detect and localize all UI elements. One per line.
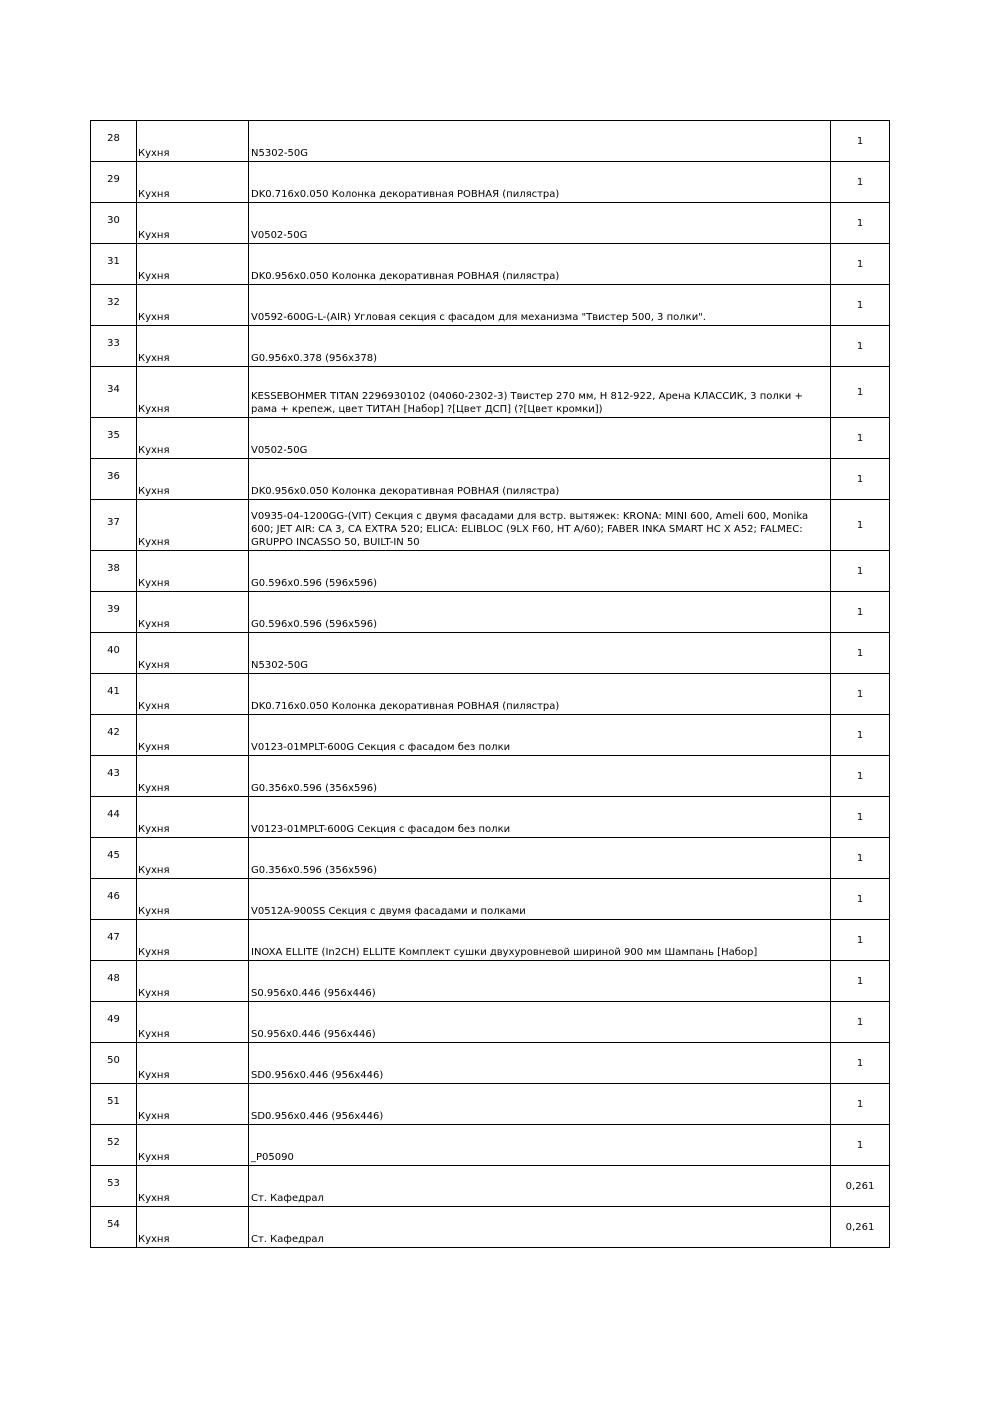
row-room: Кухня: [137, 1002, 249, 1043]
row-room: Кухня: [137, 244, 249, 285]
row-number: 43: [91, 756, 137, 797]
row-room: Кухня: [137, 459, 249, 500]
row-item-name: G0.356x0.596 (356x596): [249, 756, 831, 797]
row-quantity: 1: [831, 500, 890, 551]
row-item-name: _P05090: [249, 1125, 831, 1166]
row-quantity: 1: [831, 674, 890, 715]
row-number: 48: [91, 961, 137, 1002]
row-item-name: G0.596x0.596 (596x596): [249, 551, 831, 592]
row-item-name: KESSEBOHMER TITAN 2296930102 (04060-2302-3) Твистер 270 мм, H 812-922, Арена КЛАССИК, 3 полки + рама + крепеж, цвет ТИТАН [Набор] ?[Цвет ДСП] (?[Цвет кромки]): [249, 367, 831, 418]
table-row: [91, 500, 890, 551]
row-room: Кухня: [137, 162, 249, 203]
row-room: Кухня: [137, 418, 249, 459]
row-item-name: G0.596x0.596 (596x596): [249, 592, 831, 633]
row-number: 49: [91, 1002, 137, 1043]
row-quantity: 1: [831, 797, 890, 838]
row-item-name: V0512A-900SS Секция с двумя фасадами и полками: [249, 879, 831, 920]
row-item-name: G0.356x0.596 (356x596): [249, 838, 831, 879]
row-quantity: 1: [831, 756, 890, 797]
row-room: Кухня: [137, 500, 249, 551]
row-room: Кухня: [137, 367, 249, 418]
row-number: 34: [91, 367, 137, 418]
row-item-name: G0.956x0.378 (956x378): [249, 326, 831, 367]
table-row: [91, 1084, 890, 1125]
row-quantity: 1: [831, 1043, 890, 1084]
row-quantity: 1: [831, 162, 890, 203]
row-room: Кухня: [137, 674, 249, 715]
row-item-name: N5302-50G: [249, 633, 831, 674]
row-quantity: 1: [831, 961, 890, 1002]
row-room: Кухня: [137, 1207, 249, 1248]
row-item-name: DK0.956x0.050 Колонка декоративная РОВНАЯ (пилястра): [249, 459, 831, 500]
row-room: Кухня: [137, 715, 249, 756]
row-quantity: 1: [831, 418, 890, 459]
table-row: [91, 121, 890, 162]
table-row: [91, 203, 890, 244]
row-quantity: 1: [831, 879, 890, 920]
table-row: [91, 367, 890, 418]
row-item-name: S0.956x0.446 (956x446): [249, 961, 831, 1002]
row-quantity: 1: [831, 367, 890, 418]
row-room: Кухня: [137, 633, 249, 674]
table-row: [91, 1207, 890, 1248]
table-row: [91, 633, 890, 674]
row-number: 36: [91, 459, 137, 500]
table-row: [91, 1043, 890, 1084]
row-quantity: 0,261: [831, 1166, 890, 1207]
row-item-name: V0123-01MPLT-600G Секция с фасадом без полки: [249, 715, 831, 756]
table-row: [91, 756, 890, 797]
row-item-name: INOXA ELLITE (In2CH) ELLITE Комплект сушки двухуровневой шириной 900 мм Шампань [Набор]: [249, 920, 831, 961]
table-row: [91, 592, 890, 633]
row-quantity: 1: [831, 1125, 890, 1166]
row-item-name: V0502-50G: [249, 203, 831, 244]
table-row: [91, 551, 890, 592]
row-number: 51: [91, 1084, 137, 1125]
row-number: 31: [91, 244, 137, 285]
row-number: 37: [91, 500, 137, 551]
table-row: [91, 162, 890, 203]
table-row: [91, 879, 890, 920]
row-room: Кухня: [137, 1166, 249, 1207]
row-number: 52: [91, 1125, 137, 1166]
row-quantity: 1: [831, 203, 890, 244]
row-number: 46: [91, 879, 137, 920]
row-number: 45: [91, 838, 137, 879]
row-quantity: 1: [831, 1002, 890, 1043]
row-number: 33: [91, 326, 137, 367]
row-room: Кухня: [137, 797, 249, 838]
row-item-name: DK0.716x0.050 Колонка декоративная РОВНАЯ (пилястра): [249, 162, 831, 203]
table-row: [91, 285, 890, 326]
row-number: 50: [91, 1043, 137, 1084]
row-quantity: 0,261: [831, 1207, 890, 1248]
row-item-name: DK0.716x0.050 Колонка декоративная РОВНАЯ (пилястра): [249, 674, 831, 715]
row-room: Кухня: [137, 285, 249, 326]
table-row: [91, 1125, 890, 1166]
items-table: [90, 120, 890, 1248]
row-item-name: SD0.956x0.446 (956x446): [249, 1043, 831, 1084]
table-row: [91, 326, 890, 367]
row-number: 44: [91, 797, 137, 838]
row-room: Кухня: [137, 1084, 249, 1125]
row-number: 35: [91, 418, 137, 459]
row-quantity: 1: [831, 121, 890, 162]
table-row: [91, 715, 890, 756]
row-quantity: 1: [831, 326, 890, 367]
row-number: 54: [91, 1207, 137, 1248]
table-row: [91, 961, 890, 1002]
row-number: 28: [91, 121, 137, 162]
row-room: Кухня: [137, 592, 249, 633]
table-row: [91, 459, 890, 500]
row-item-name: Ст. Кафедрал: [249, 1166, 831, 1207]
row-quantity: 1: [831, 592, 890, 633]
row-room: Кухня: [137, 756, 249, 797]
row-quantity: 1: [831, 244, 890, 285]
row-quantity: 1: [831, 920, 890, 961]
row-quantity: 1: [831, 633, 890, 674]
row-item-name: N5302-50G: [249, 121, 831, 162]
row-room: Кухня: [137, 551, 249, 592]
row-quantity: 1: [831, 715, 890, 756]
table-row: [91, 1166, 890, 1207]
row-room: Кухня: [137, 326, 249, 367]
table-row: [91, 838, 890, 879]
row-number: 41: [91, 674, 137, 715]
row-room: Кухня: [137, 1125, 249, 1166]
table-row: [91, 1002, 890, 1043]
row-room: Кухня: [137, 1043, 249, 1084]
row-number: 42: [91, 715, 137, 756]
row-number: 30: [91, 203, 137, 244]
row-quantity: 1: [831, 551, 890, 592]
row-item-name: V0592-600G-L-(AIR) Угловая секция с фасадом для механизма "Твистер 500, 3 полки".: [249, 285, 831, 326]
row-room: Кухня: [137, 121, 249, 162]
row-number: 39: [91, 592, 137, 633]
row-item-name: DK0.956x0.050 Колонка декоративная РОВНАЯ (пилястра): [249, 244, 831, 285]
table-row: [91, 418, 890, 459]
row-item-name: V0123-01MPLT-600G Секция с фасадом без полки: [249, 797, 831, 838]
row-item-name: V0502-50G: [249, 418, 831, 459]
row-number: 32: [91, 285, 137, 326]
row-item-name: Ст. Кафедрал: [249, 1207, 831, 1248]
row-item-name: SD0.956x0.446 (956x446): [249, 1084, 831, 1125]
table-row: [91, 920, 890, 961]
row-number: 29: [91, 162, 137, 203]
table-row: [91, 674, 890, 715]
row-item-name: S0.956x0.446 (956x446): [249, 1002, 831, 1043]
row-room: Кухня: [137, 203, 249, 244]
row-number: 53: [91, 1166, 137, 1207]
row-number: 38: [91, 551, 137, 592]
row-quantity: 1: [831, 459, 890, 500]
row-quantity: 1: [831, 1084, 890, 1125]
table-row: [91, 797, 890, 838]
table-row: [91, 244, 890, 285]
row-item-name: V0935-04-1200GG-(VIT) Секция с двумя фасадами для встр. вытяжек: KRONA: MINI 600, Ameli 600, Monika 600; JET AIR: CA 3, CA EXTRA 520; ELICA: ELIBLOC (9LX F60, HT A/60); FABER INKA SMART HC X A52; FALMEC: GRUPPO INCASSO 50, BUILT-IN 50: [249, 500, 831, 551]
row-quantity: 1: [831, 285, 890, 326]
row-room: Кухня: [137, 879, 249, 920]
row-room: Кухня: [137, 920, 249, 961]
row-room: Кухня: [137, 961, 249, 1002]
items-table-body: [91, 121, 890, 1248]
row-room: Кухня: [137, 838, 249, 879]
row-number: 40: [91, 633, 137, 674]
row-number: 47: [91, 920, 137, 961]
row-quantity: 1: [831, 838, 890, 879]
